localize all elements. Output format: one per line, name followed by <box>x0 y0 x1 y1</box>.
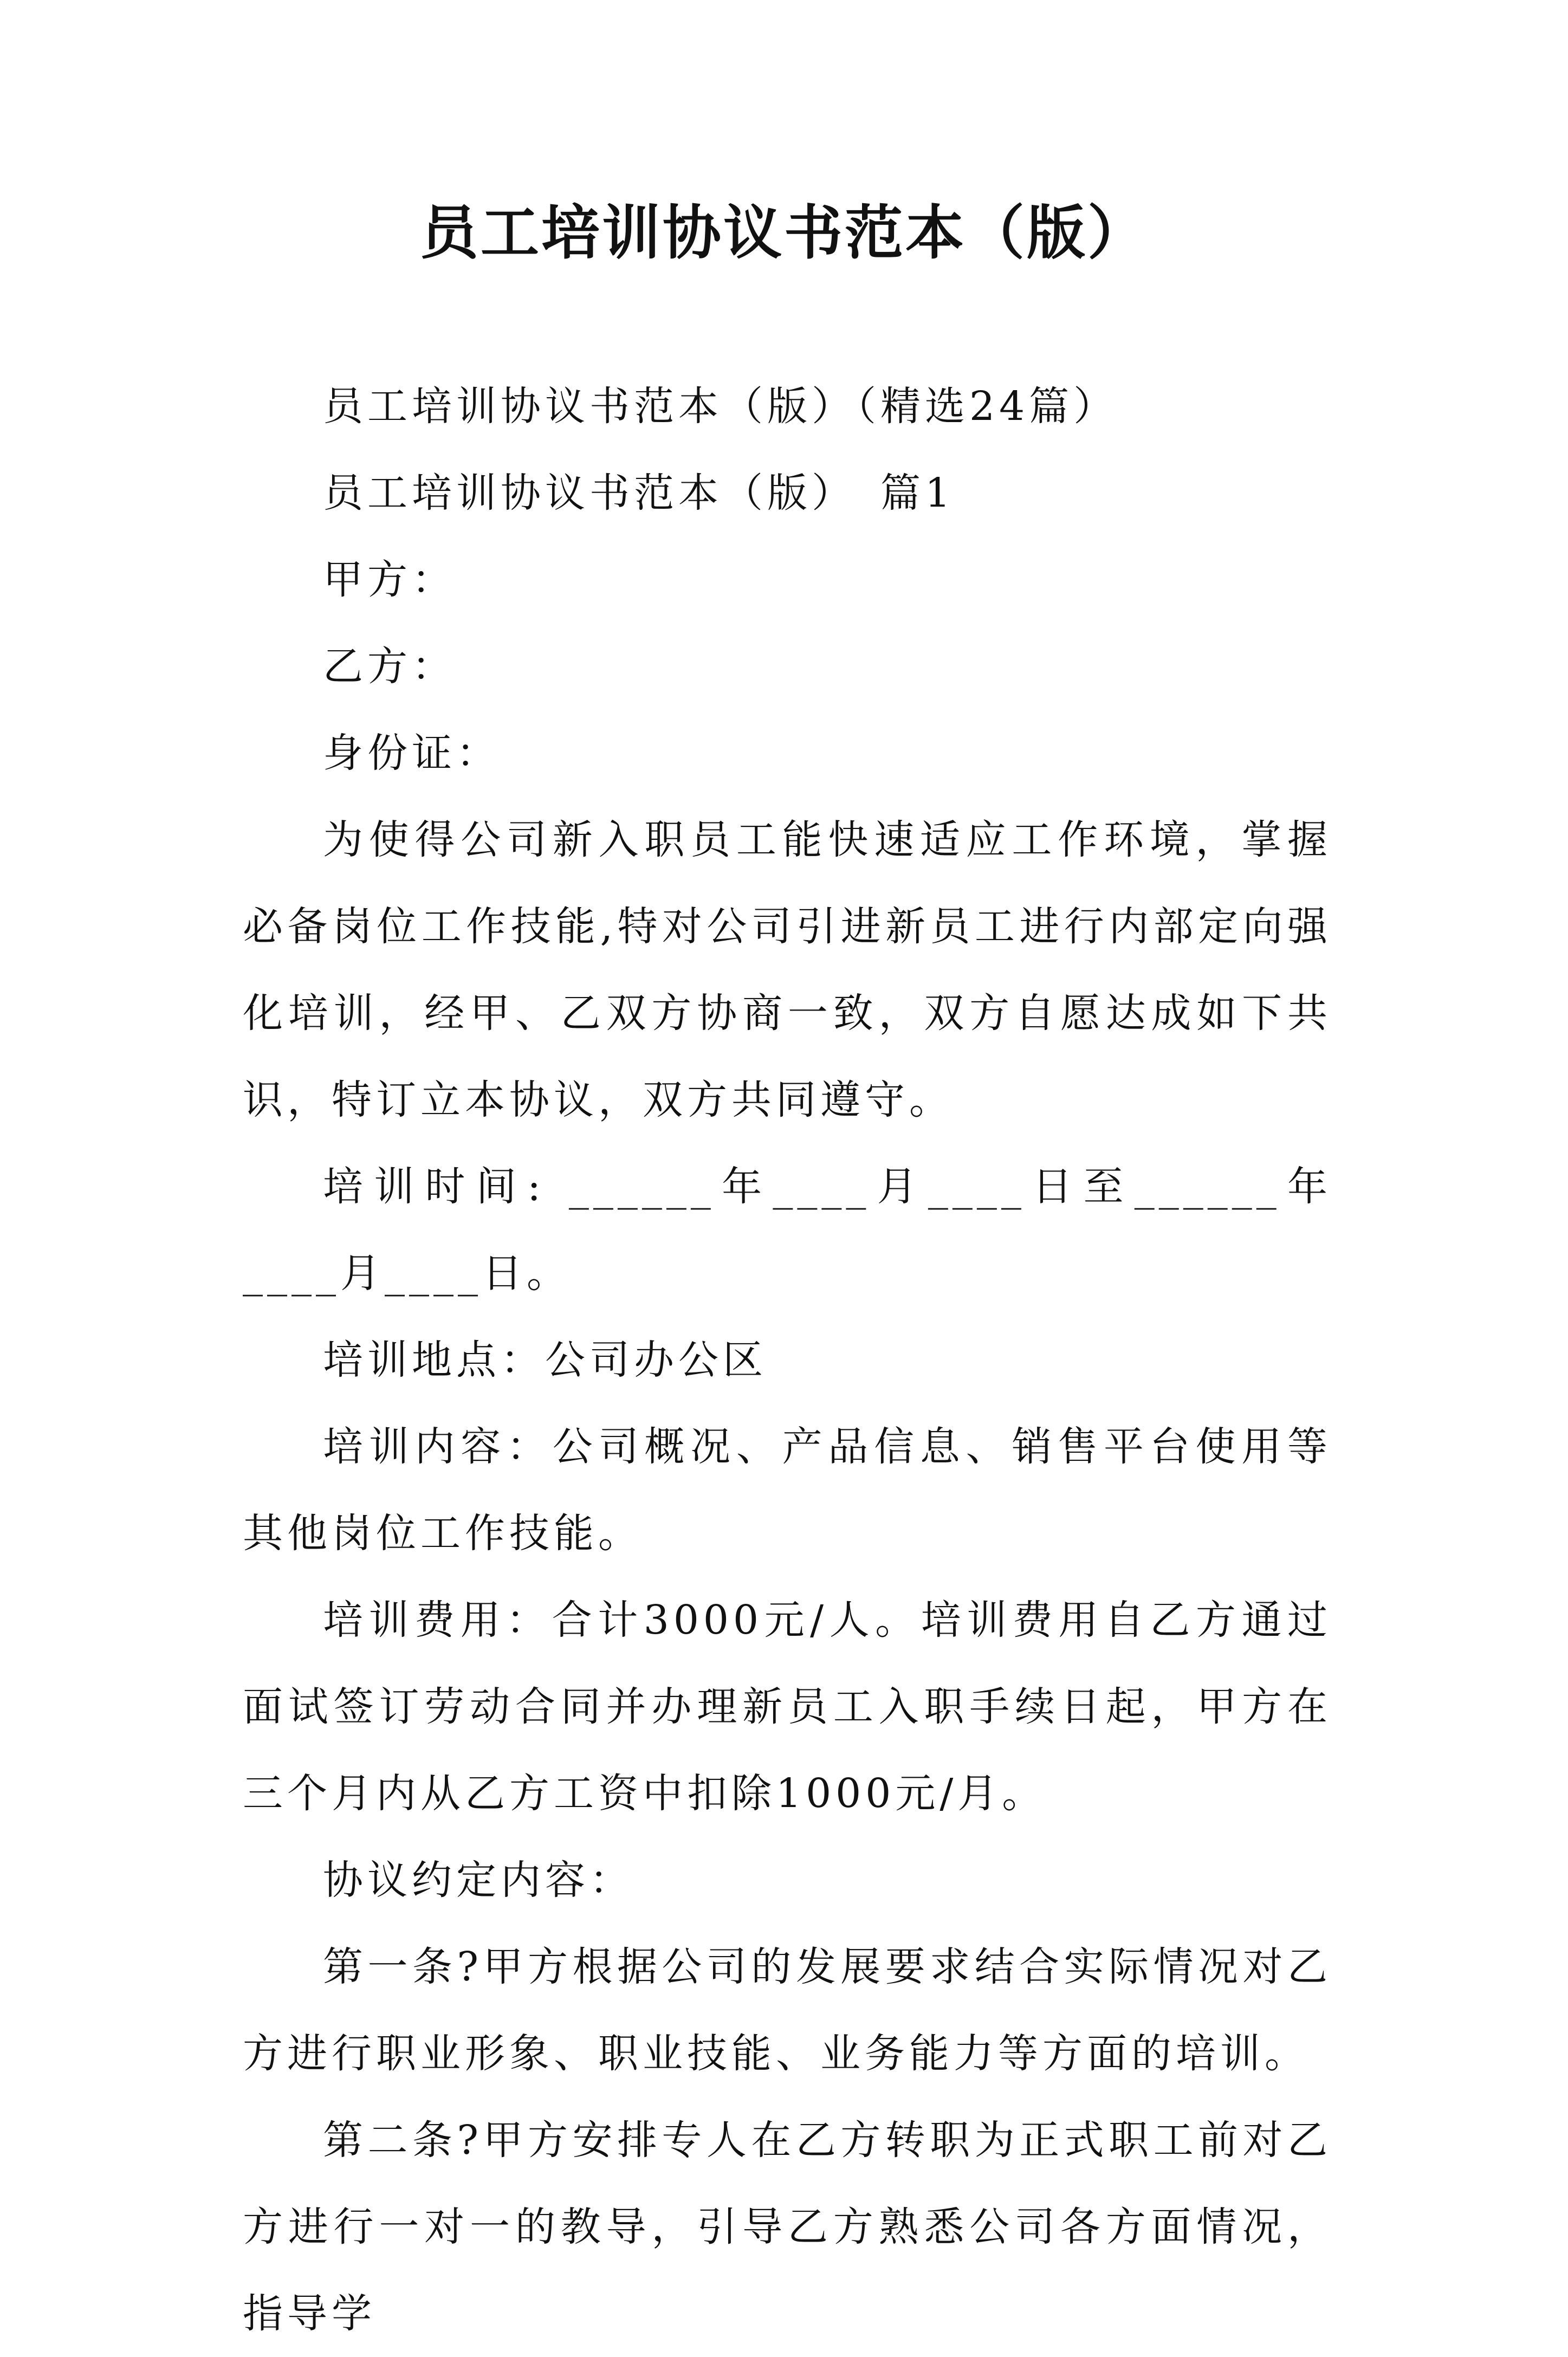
paragraph-section-heading: 员工培训协议书范本（版） 篇1 <box>323 470 955 516</box>
paragraph-training-location: 培训地点：公司办公区 <box>323 1337 767 1383</box>
paragraph-agreement-heading: 协议约定内容： <box>323 1857 634 1903</box>
paragraph-training-content: 培训内容：公司概况、产品信息、销售平台使用等其他岗位工作技能。 <box>243 1423 1332 1557</box>
document-body <box>243 363 1332 2357</box>
paragraph-purpose: 为使得公司新入职员工能快速适应工作环境，掌握必备岗位工作技能,特对公司引进新员工进行内部定向强化培训，经甲、乙双方协商一致，双方自愿达成如下共识，特订立本协议，双方共同遵守。 <box>243 817 1332 1123</box>
paragraph-article-2: 第二条?甲方安排专人在乙方转职为正式职工前对乙方进行一对一的教导，引导乙方熟悉公司各方面情况，指导学 <box>243 2117 1332 2337</box>
paragraph-id-card: 身份证： <box>323 730 501 776</box>
document-title: 员工培训协议书范本（版） <box>419 199 1148 267</box>
paragraph-party-b: 乙方： <box>323 643 456 690</box>
paragraph-training-fee: 培训费用：合计3000元/人。培训费用自乙方通过面试签订劳动合同并办理新员工入职手续日起，甲方在三个月内从乙方工资中扣除1000元/月。 <box>243 1597 1332 1817</box>
paragraph-party-a: 甲方： <box>323 556 456 603</box>
paragraph-training-time: 培训时间: ______年____月____日至______年____月____日。 <box>243 1163 1332 1297</box>
paragraph-subtitle: 员工培训协议书范本（版）（精选24篇） <box>323 383 1118 430</box>
paragraph-article-1: 第一条?甲方根据公司的发展要求结合实际情况对乙方进行职业形象、职业技能、业务能力等方面的培训。 <box>243 1944 1332 2077</box>
